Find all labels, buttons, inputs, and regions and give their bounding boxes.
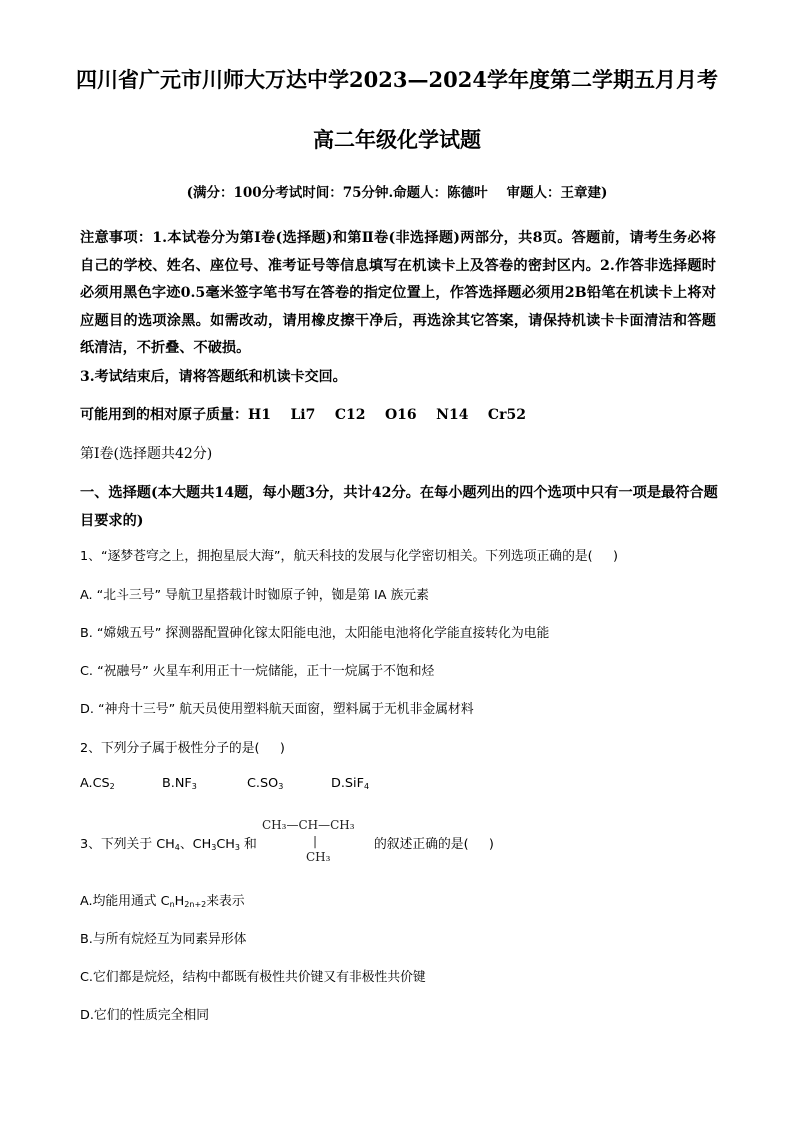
q2-option-a: $A.CS_2$: [80, 776, 115, 791]
exam-info: (满分：100分考试时间：75分钟.命题人：陈德叶 审题人：王章建): [186, 185, 608, 201]
isobutane-formula-top: CH₃—CH—CH₃: [262, 818, 355, 832]
q1-option-b: B. “嫦娥五号” 探测器配置砷化镓太阳能电池，太阳能电池将化学能直接转化为电能: [80, 626, 550, 641]
q3-stem: 3、下列关于 $CH_4$、$CH_3CH_3$ 和: [80, 837, 257, 852]
section-title: 一、选择题(本大题共14题，每小题3分，共计42分。在每小题列出的四个选项中只有一项是最符合题目要求的): [80, 485, 718, 529]
notice-paragraph: 注意事项：1.本试卷分为第Ⅰ卷(选择题)和第Ⅱ卷(非选择题)两部分，共8页。答题前，请考生务必将自己的学校、姓名、座位号、准考证号等信息填写在机读卡上及答卷的密封区内。2.作答非选择题时必须用黑色字迹0.5毫米签字笔书写在答卷的指定位置上，作答选择题必须用2B铅笔在机读卡上将对应题目的选项涂黑。如需改动，请用橡皮擦干净后，再选涂其它答案，请保持机读卡卡面清洁和答题纸清洁，不折叠、不破损。: [80, 230, 716, 356]
q3-option-c: C.它们都是烷烃，结构中都既有极性共价键又有非极性共价键: [80, 970, 426, 985]
q3-stem-end: 的叙述正确的是( ): [374, 837, 494, 852]
q1-option-a: A. “北斗三号” 导航卫星搭载计时铷原子钟，铷是第 IA 族元素: [80, 588, 429, 603]
isobutane-formula-bond: |: [313, 834, 318, 848]
atomic-masses: 可能用到的相对原子质量：H1 Li7 C12 O16 N14 Cr52: [80, 407, 526, 423]
q3-option-d: D.它们的性质完全相同: [80, 1008, 210, 1023]
isobutane-formula-bottom: CH₃: [306, 850, 331, 864]
q2-option-c: $C.SO_3$: [247, 776, 284, 791]
notice-item-3: 3.考试结束后，请将答题纸和机读卡交回。: [80, 369, 347, 385]
exam-subtitle: 高二年级化学试题: [313, 127, 481, 152]
q1-option-c: C. “祝融号” 火星车利用正十一烷储能，正十一烷属于不饱和烃: [80, 664, 435, 679]
q2-option-d: D.SiF$_4$: [331, 776, 370, 791]
exam-title: 四川省广元市川师大万达中学2023—2024学年度第二学期五月月考: [76, 67, 718, 92]
part1-title: 第Ⅰ卷(选择题共42分): [80, 446, 213, 462]
q1-option-d: D. “神舟十三号” 航天员使用塑料航天面窗，塑料属于无机非金属材料: [80, 702, 474, 717]
q1-stem: 1、“逐梦苍穹之上，拥抱星辰大海”，航天科技的发展与化学密切相关。下列选项正确的是( ): [80, 549, 619, 564]
q3-option-b: B.与所有烷烃互为同素异形体: [80, 932, 247, 947]
q2-stem: 2、下列分子属于极性分子的是( ): [80, 741, 285, 756]
q3-option-a: A.均能用通式 $C_nH_{2n+2}$来表示: [80, 894, 245, 909]
q2-option-b: $B.NF_3$: [162, 776, 197, 791]
